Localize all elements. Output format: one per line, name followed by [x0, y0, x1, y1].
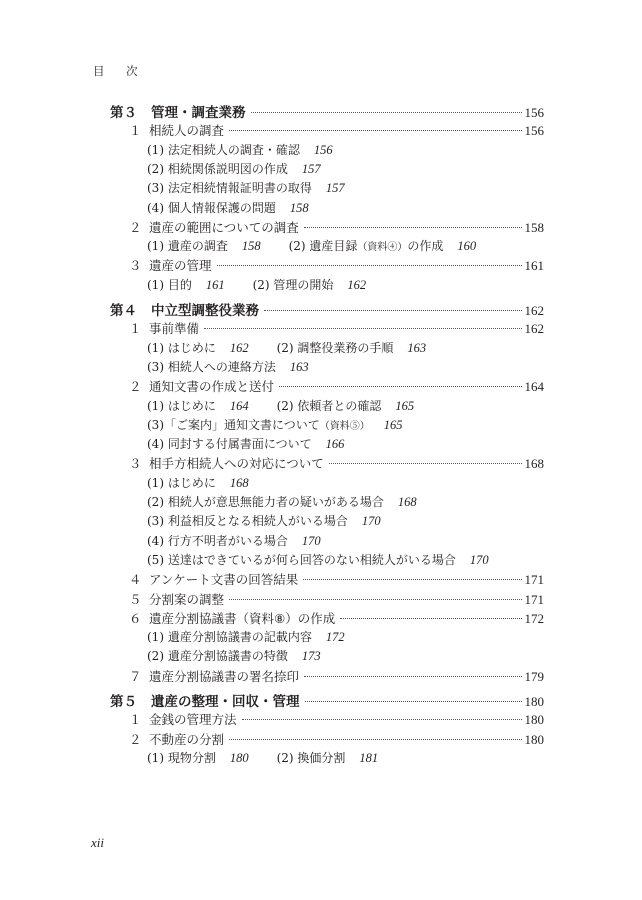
toc-section-heading [110, 101, 544, 121]
toc-subitem [147, 416, 403, 433]
item-title: 分割案の調整 [149, 591, 225, 607]
item-number: ３ [129, 258, 142, 274]
subitem-page: 164 [229, 398, 249, 413]
dot-leader [329, 463, 522, 464]
toc-section-heading [110, 690, 544, 710]
item-number: １ [129, 712, 142, 728]
item-page: 162 [524, 321, 544, 337]
subitem-title: (1) 遺産の調査 [147, 239, 228, 254]
section-page: 162 [524, 303, 544, 318]
subitem-page: 162 [229, 340, 249, 355]
subitem-page: 163 [407, 340, 427, 355]
subitem-page: 157 [325, 181, 345, 196]
subitem-title-cont: の作成 [407, 239, 444, 254]
subitem-title: (2) 管理の開始 [252, 277, 334, 292]
toc-subitem-line [147, 397, 414, 417]
subitem-page: 180 [229, 750, 249, 765]
toc-subitem-line [147, 749, 378, 769]
item-number: ４ [129, 572, 142, 588]
toc-subitem-line [147, 358, 309, 378]
item-title: 事前準備 [149, 321, 200, 337]
subitem-title: (1) 法定相続人の調査・確認 [147, 142, 300, 157]
subitem-page: 173 [301, 649, 321, 664]
toc-subitem [147, 647, 321, 664]
item-number: １ [129, 321, 142, 337]
toc-item [129, 730, 544, 750]
subitem-title: (5) 送達はできているが何ら回答のない相続人がいる場合 [147, 552, 456, 567]
toc-subitem-line [147, 474, 249, 494]
toc-subitem-line [147, 160, 321, 180]
toc-item [129, 377, 544, 397]
item-page: 180 [524, 731, 544, 747]
page-header: 目 次 [93, 64, 147, 78]
subitem-page: 162 [347, 277, 367, 292]
subitem-page: 172 [325, 630, 345, 645]
toc-subitem [147, 551, 489, 568]
toc-subitem-line [147, 339, 426, 359]
toc-subitem-line [147, 276, 366, 296]
toc-subitem-line [147, 237, 476, 257]
toc-subitem-line [147, 551, 489, 571]
item-title: 相手方相続人への対応について [149, 456, 324, 472]
subitem-page: 170 [361, 514, 381, 529]
subitem-title: (1) 遺産分割協議書の記載内容 [147, 630, 312, 645]
dot-leader [303, 579, 521, 580]
subitem-page: 158 [289, 200, 309, 215]
item-title: 不動産の分割 [149, 731, 225, 747]
item-page: 172 [524, 610, 544, 626]
toc-subitem-line [147, 141, 333, 161]
dot-leader [242, 719, 522, 720]
subitem-title: (3) 利益相反となる相続人がいる場合 [147, 514, 348, 529]
section-number: 第４ [110, 303, 137, 319]
item-page: 164 [524, 379, 544, 395]
toc-subitem [277, 749, 379, 766]
toc-subitem-line [147, 532, 321, 552]
toc-item [129, 710, 544, 730]
section-title: 中立型調整役業務 [151, 303, 259, 319]
toc-item [129, 570, 544, 590]
subitem-title: (3) 法定相続情報証明書の取得 [147, 181, 312, 196]
toc-subitem [147, 435, 344, 452]
toc-item [129, 667, 544, 687]
subitem-page: 170 [301, 533, 321, 548]
subitem-title: (3)「ご案内」通知文書について [147, 417, 320, 432]
item-title: 相続人の調査 [149, 123, 225, 139]
subitem-page: 165 [395, 398, 415, 413]
toc-subitem [277, 397, 415, 414]
subitem-title: (1) はじめに [147, 398, 216, 413]
subitem-page: 157 [301, 161, 321, 176]
subitem-page: 168 [397, 495, 417, 509]
item-title: 金銭の管理方法 [149, 712, 237, 728]
toc-section-heading [110, 299, 544, 319]
section-number: 第３ [110, 105, 137, 121]
section-title: 遺産の整理・回収・管理 [151, 694, 300, 710]
subitem-title: (4) 個人情報保護の問題 [147, 200, 276, 215]
item-title: 遺産の管理 [149, 258, 212, 274]
item-number: ５ [129, 591, 142, 607]
dot-leader [229, 599, 521, 600]
item-title: 遺産の範囲についての調査 [149, 219, 299, 235]
toc-subitem [147, 339, 249, 356]
toc-item [129, 218, 544, 238]
subitem-title: (1) はじめに [147, 475, 216, 490]
toc-subitem [147, 237, 261, 254]
toc-subitem [147, 628, 345, 645]
toc-subitem [253, 276, 367, 293]
toc-subitem [289, 237, 477, 254]
item-number: ２ [129, 731, 142, 747]
dot-leader [264, 310, 522, 311]
subitem-page: 168 [229, 475, 249, 490]
item-page: 171 [524, 572, 544, 588]
item-page: 179 [524, 668, 544, 684]
subitem-title: (1) はじめに [147, 340, 216, 355]
subitem-title: (2) 相続関係説明図の作成 [147, 161, 288, 176]
item-page: 168 [524, 456, 544, 472]
dot-leader [251, 112, 522, 113]
section-title: 管理・調査業務 [151, 105, 246, 121]
subitem-title: (3) 相続人への連絡方法 [147, 359, 276, 374]
subitem-note: （資料④） [357, 242, 408, 254]
subitem-title: (2) 遺産分割協議書の特徴 [147, 649, 288, 664]
section-number: 第５ [110, 694, 137, 710]
toc-item [129, 256, 544, 276]
toc-item [129, 319, 544, 339]
subitem-page: 181 [359, 750, 379, 765]
subitem-page: 161 [205, 277, 225, 292]
subitem-page: 156 [313, 142, 333, 157]
toc-subitem [147, 276, 225, 293]
toc-subitem [277, 339, 427, 356]
dot-leader [279, 386, 521, 387]
section-page: 180 [524, 694, 544, 709]
dot-leader [204, 328, 521, 329]
subitem-page: 158 [241, 239, 261, 254]
toc-subitem [147, 474, 249, 491]
subitem-page: 160 [457, 239, 477, 254]
subitem-page: 166 [325, 437, 345, 452]
item-title: 通知文書の作成と送付 [149, 379, 275, 395]
toc-subitem-line [147, 199, 309, 219]
dot-leader [340, 618, 521, 619]
subitem-page: 165 [383, 417, 403, 432]
page-number: xii [91, 835, 104, 850]
subitem-page: 163 [289, 359, 309, 374]
toc-item [129, 121, 544, 141]
toc-subitem-line [147, 493, 417, 513]
subitem-title: (4) 同封する付属書面について [147, 437, 312, 452]
item-number: ２ [129, 379, 142, 395]
item-title: 遺産分割協議書（資料⑧）の作成 [149, 610, 336, 626]
toc-subitem-line [147, 512, 381, 532]
toc-item [129, 590, 544, 610]
dot-leader [305, 701, 522, 702]
item-number: １ [129, 123, 142, 139]
toc-subitem [147, 493, 417, 510]
subitem-title: (2) 換価分割 [276, 750, 346, 765]
subitem-title: (4) 行方不明者がいる場合 [147, 533, 288, 548]
item-number: ２ [129, 219, 142, 235]
item-number: ７ [129, 668, 142, 684]
toc-subitem-line [147, 416, 403, 436]
toc-subitem [147, 358, 309, 375]
toc-subitem-line [147, 628, 345, 648]
toc-subitem [147, 532, 321, 549]
toc-item [129, 454, 544, 474]
item-title: アンケート文書の回答結果 [149, 572, 299, 588]
subitem-title: (2) 遺産目録 [288, 239, 358, 254]
toc-subitem-line [147, 647, 321, 667]
subitem-title: (2) 調整役業務の手順 [276, 340, 394, 355]
dot-leader [229, 130, 521, 131]
item-page: 158 [524, 219, 544, 235]
subitem-title: (1) 現物分割 [147, 750, 216, 765]
item-page: 161 [524, 258, 544, 274]
subitem-page: 170 [469, 552, 489, 567]
item-number: ６ [129, 610, 142, 626]
toc-subitem [147, 397, 249, 414]
toc-item [129, 609, 544, 629]
toc-subitem [147, 749, 249, 766]
dot-leader [229, 739, 521, 740]
toc-subitem [147, 512, 381, 529]
subitem-title: (1) 目的 [147, 277, 192, 292]
dot-leader [217, 265, 522, 266]
subitem-title: (2) 相続人が意思無能力者の疑いがある場合 [147, 495, 384, 509]
toc-subitem [147, 199, 309, 216]
toc-subitem [147, 179, 345, 196]
item-page: 156 [524, 123, 544, 139]
subitem-note: （資料⑤） [319, 420, 370, 432]
item-title: 遺産分割協議書の署名捺印 [149, 668, 300, 684]
dot-leader [304, 676, 521, 677]
toc-subitem [147, 141, 333, 158]
item-page: 171 [524, 591, 544, 607]
section-page: 156 [524, 105, 544, 120]
subitem-title: (2) 依頼者との確認 [276, 398, 382, 413]
toc-subitem [147, 160, 321, 177]
item-page: 180 [524, 712, 544, 728]
toc-subitem-line [147, 179, 345, 199]
toc-subitem-line [147, 435, 344, 455]
dot-leader [304, 227, 522, 228]
item-number: ３ [129, 456, 142, 472]
